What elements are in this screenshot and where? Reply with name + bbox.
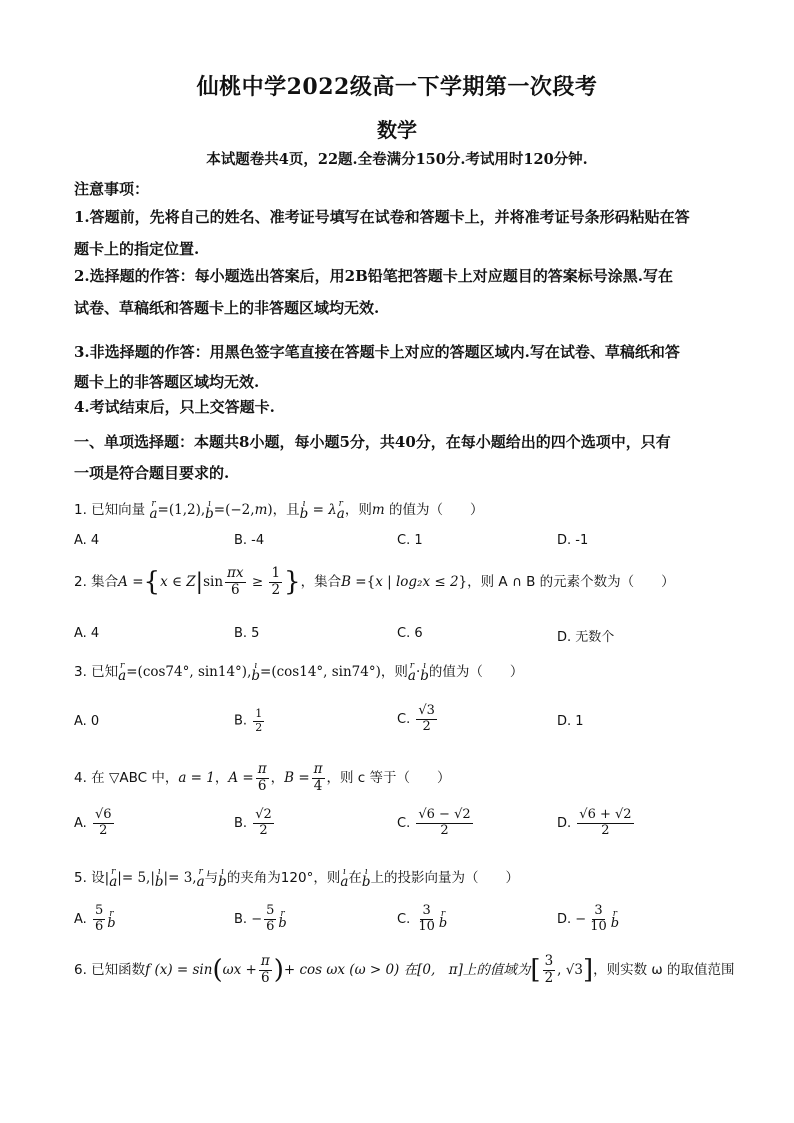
- fraction: $\frac{√3}{2}$: [418, 703, 435, 734]
- fraction: $\frac{\pi x}{6}$: [227, 565, 244, 598]
- fraction: $\frac{√6 - √2}{2}$: [418, 807, 471, 838]
- fraction: $\frac{1}{2}$: [255, 707, 263, 734]
- exam-title: 仙桃中学2022级高一下学期第一次段考: [196, 74, 598, 100]
- option-a: A. 0: [74, 714, 100, 729]
- option-b: B. 5: [234, 626, 260, 641]
- option-c: C. $\frac{√6 - √2}{2}$: [397, 807, 471, 838]
- option-a: A. 4: [74, 533, 100, 548]
- vector-a: r a: [149, 498, 158, 522]
- fraction: $\frac{3}{10}$: [590, 903, 607, 934]
- section-heading: 一、单项选择题：本题共8小题，每小题5分，共40分，在每小题给出的四个选项中，只有: [74, 433, 671, 451]
- fraction: $\frac{3}{2}$: [544, 953, 554, 986]
- option-d: D. 1: [557, 714, 584, 729]
- vector-a: r a: [118, 660, 127, 684]
- vector-b: ı b: [361, 866, 371, 890]
- notice-line: 4.考试结束后，只上交答题卡.: [74, 398, 275, 416]
- vector-b: r b: [610, 908, 620, 931]
- vector-a: r a: [336, 498, 345, 522]
- fraction: $\frac{√6 + √2}{2}$: [579, 807, 632, 838]
- option-d: D. − $\frac{3}{10}$ r b: [557, 903, 620, 934]
- question-1: 1. 已知向量 r a =(1,2), ı b =(−2,m)，且 ı b = λ r a ，则m 的值为（ ）: [74, 498, 484, 522]
- fraction: $\frac{1}{2}$: [271, 565, 281, 598]
- fraction: $\frac{√6}{2}$: [94, 807, 112, 838]
- notice-line: 题卡上的非答题区域均无效.: [74, 373, 260, 391]
- question-4: 4. 在 ▽ABC 中，a = 1，A = $\frac{\pi}{6}$ ，B = $\frac{\pi}{4}$ ，则 c 等于（ ）: [74, 761, 451, 794]
- fraction: $\frac{√2}{2}$: [255, 807, 272, 838]
- fraction: $\frac{5}{6}$: [266, 903, 275, 934]
- option-d: D. -1: [557, 533, 589, 548]
- question-6: 6. 已知函数f (x) = sin(ωx + $\frac{\pi}{6}$ )+ cos ωx (ω > 0) 在[0, π]上的值域为[ $\frac{3}{2}$ , √3]，则实数 ω 的取值范围: [74, 953, 735, 986]
- question-3: 3. 已知 r a =(cos74°, sin14°), ı b =(cos14°, sin74°)，则 r a · ı b 的值为（ ）: [74, 660, 524, 684]
- option-c: C. 6: [397, 626, 423, 641]
- exam-info: 本试题卷共4页，22题.全卷满分150分.考试用时120分钟.: [206, 151, 588, 168]
- vector-b: ı b: [154, 866, 164, 890]
- vector-b: r b: [278, 908, 287, 931]
- option-d: D. $\frac{√6 + √2}{2}$: [557, 807, 632, 838]
- vector-b: ı b: [420, 660, 429, 684]
- fraction: $\frac{5}{6}$: [94, 903, 104, 934]
- option-b: B. $\frac{1}{2}$: [234, 707, 263, 734]
- notice-line: 1.答题前，先将自己的姓名、准考证号填写在试卷和答题卡上，并将准考证号条形码粘贴在答: [74, 208, 690, 226]
- notice-line: 3.非选择题的作答：用黑色签字笔直接在答题卡上对应的答题区域内.写在试卷、草稿纸和答: [74, 343, 680, 361]
- vector-b: ı b: [251, 660, 261, 684]
- vector-a: r a: [109, 866, 118, 890]
- option-b: B. − $\frac{5}{6}$ r b: [234, 903, 287, 934]
- vector-b: r b: [438, 908, 448, 931]
- option-a: A. $\frac{5}{6}$ r b: [74, 903, 116, 934]
- option-d: D. 无数个: [557, 630, 615, 645]
- question-5: 5. 设| r a |= 5,| ı b |= 3, r a 与 ı b 的夹角为120°，则 ı a 在 ı b 上的投影向量为（ ）: [74, 866, 520, 890]
- fraction: $\frac{\pi}{4}$: [313, 761, 323, 794]
- option-a: A. 4: [74, 626, 100, 641]
- option-a: A. $\frac{√6}{2}$: [74, 807, 112, 838]
- vector-b: ı b: [218, 866, 227, 890]
- section-heading-cont: 一项是符合题目要求的.: [74, 464, 230, 482]
- option-b: B. -4: [234, 533, 265, 548]
- option-b: B. $\frac{√2}{2}$: [234, 807, 272, 838]
- option-c: C. 1: [397, 533, 423, 548]
- fraction: $\frac{\pi}{6}$: [257, 761, 267, 794]
- vector-b: ı b: [299, 498, 309, 522]
- vector-a: ı a: [340, 866, 349, 890]
- vector-a: r a: [196, 866, 205, 890]
- notice-line: 试卷、草稿纸和答题卡上的非答题区域均无效.: [74, 299, 380, 317]
- fraction: $\frac{3}{10}$: [418, 903, 435, 934]
- notice-heading: 注意事项：: [74, 180, 150, 198]
- question-2: 2. 集合A ={x ∈ Z|sin $\frac{\pi x}{6}$ ≥ $\frac{1}{2}$ }，集合B ={x | log₂x ≤ 2}，则 A ∩ B 的元素个数为（ ）: [74, 565, 675, 598]
- notice-line: 2.选择题的作答：每小题选出答案后，用2B铅笔把答题卡上对应题目的答案标号涂黑.写在: [74, 267, 674, 285]
- fraction: $\frac{\pi}{6}$: [260, 953, 270, 986]
- vector-a: r a: [407, 660, 416, 684]
- option-c: C. $\frac{√3}{2}$: [397, 703, 435, 734]
- notice-line: 题卡上的指定位置.: [74, 240, 200, 258]
- vector-b: ı b: [205, 498, 214, 522]
- option-c: C. $\frac{3}{10}$ r b: [397, 903, 448, 934]
- subject-title: 数学: [377, 118, 417, 142]
- vector-b: r b: [107, 908, 116, 931]
